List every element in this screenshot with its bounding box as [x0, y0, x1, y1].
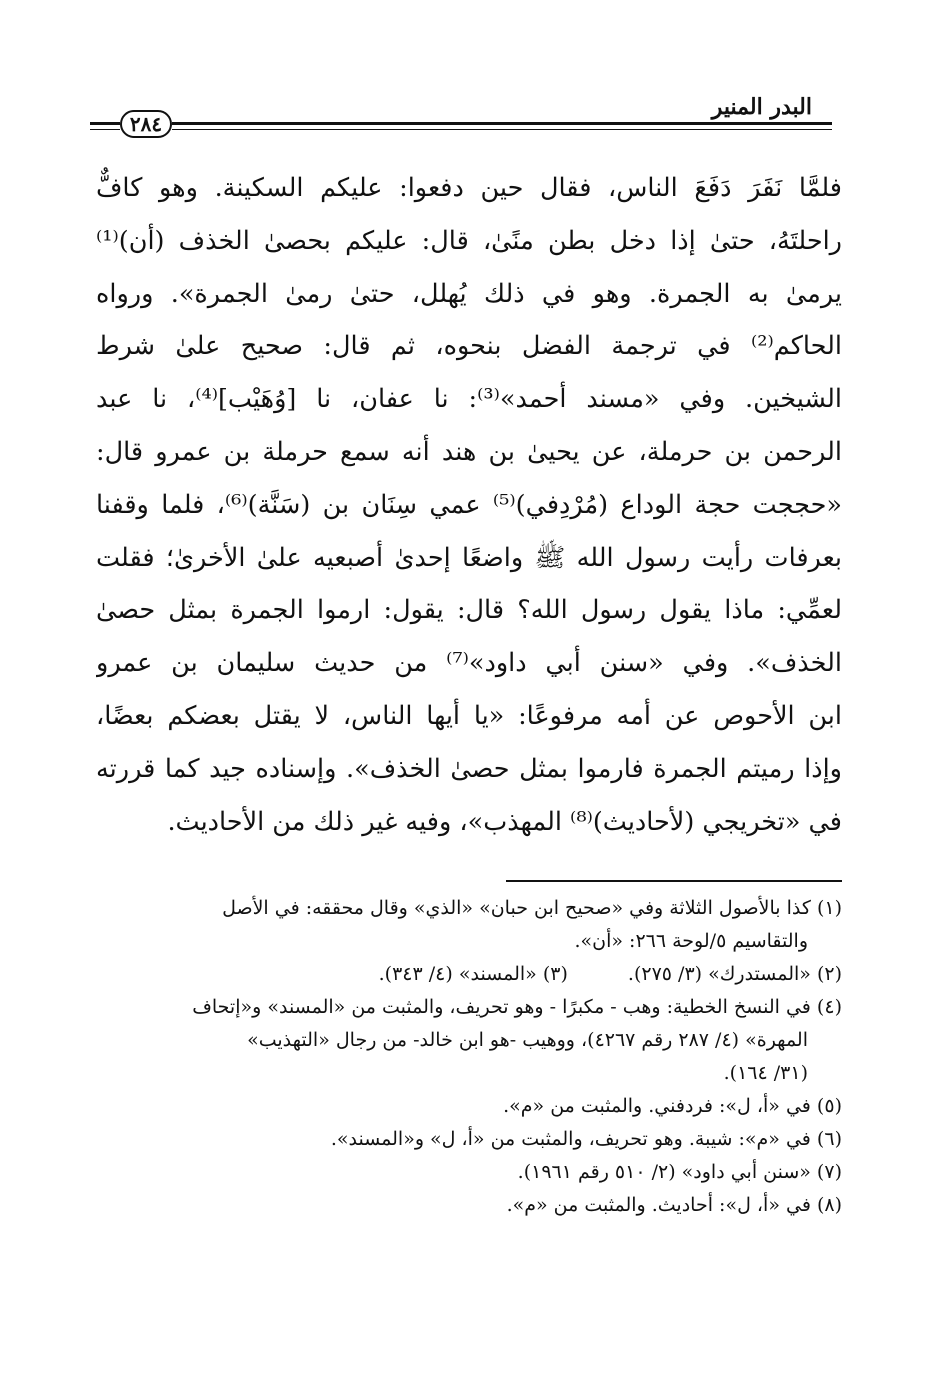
text-line: «حججت حجة الوداع (مُرْدِفي)⁽⁵⁾ عمي سِنَان بن (سَنَّة)⁽⁶⁾، فلما وقفنا	[96, 489, 842, 520]
text-line: يرمىٰ به الجمرة. وهو في ذلك يُهلل، حتىٰ رمىٰ الجمرة». ورواه	[96, 278, 842, 309]
footnote-8: (٨) في «أ، ل»: أحاديث. والمثبت من «م».	[506, 1194, 842, 1216]
footnote-6: (٦) في «م»: شيبة. وهو تحريف، والمثبت من «أ، ل» و«المسند».	[330, 1128, 842, 1150]
footnote-1-continued: والتقاسيم ٥/لوحة ٢٦٦: «أن».	[574, 930, 808, 952]
header-rule-left-thick	[90, 122, 120, 125]
text-line: ابن الأحوص عن أمه مرفوعًا: «يا أيها الناس، لا يقتل بعضكم بعضًا،	[96, 700, 842, 731]
footnote-7: (٧) «سنن أبي داود» (٢/ ٥١٠ رقم ١٩٦١).	[517, 1161, 842, 1183]
footnote-1: (١) كذا بالأصول الثلاثة وفي «صحيح ابن حبان» «الذي» وقال محققه: في الأصل	[222, 897, 842, 919]
text-line: لعمِّي: ماذا يقول رسول الله؟ قال: يقول: ارموا الجمرة بمثل حصىٰ	[96, 595, 842, 626]
footnote-3: (٣) «المسند» (٤/ ٣٤٣).	[378, 963, 568, 985]
text-line: في «تخريجي (لأحاديث)⁽⁸⁾ المهذب»، وفيه غير ذلك من الأحاديث.	[167, 806, 842, 837]
footnote-5: (٥) في «أ، ل»: فردفني. والمثبت من «م».	[503, 1095, 842, 1117]
text-line: الشيخين. وفي «مسند أحمد»⁽³⁾: نا عفان، نا [وُهَيْب]⁽⁴⁾، نا عبد	[96, 384, 842, 415]
footnote-4-continued: المهرة» (٤/ ٢٨٧ رقم ٤٢٦٧)، ووهيب -هو ابن خالد- من رجال «التهذيب»	[247, 1029, 808, 1051]
main-text	[96, 162, 842, 848]
footnote-4-continued: (٣١/ ١٦٤).	[723, 1062, 808, 1084]
header-rule-left-thin	[90, 129, 120, 130]
header-rule-thin	[172, 129, 832, 130]
text-line: بعرفات رأيت رسول الله ﷺ واضعًا إحدىٰ أصبعيه علىٰ الأخرىٰ؛ فقلت	[96, 542, 842, 573]
footnote-4: (٤) في النسخ الخطية: وهب - مكبرًا - وهو تحريف، والمثبت من «المسند» و«إتحاف	[192, 996, 842, 1018]
text-line: فلمَّا نَفَرَ دَفَعَ الناس، فقال حين دفعوا: عليكم السكينة. وهو كافٌّ	[96, 173, 842, 203]
text-line: الحاكم⁽²⁾ في ترجمة الفضل بنحوه، ثم قال: صحيح علىٰ شرط	[96, 331, 842, 362]
page-number	[120, 110, 172, 138]
footnote-2: (٢) «المستدرك» (٣/ ٢٧٥).	[627, 963, 842, 985]
page-number-text: ٢٨٤	[129, 112, 163, 136]
text-line: راحلتَهُ، حتىٰ إذا دخل بطن منًىٰ، قال: عليكم بحصىٰ الخذف (أن)⁽¹⁾	[96, 225, 842, 256]
text-line: الخذف». وفي «سنن أبي داود»⁽⁷⁾ من حديث سليمان بن عمرو	[96, 648, 842, 679]
text-line: الرحمن بن حرملة، عن يحيىٰ بن هند أنه سمع حرملة بن عمرو قال:	[96, 436, 842, 467]
page-header	[90, 92, 832, 152]
book-title: البدر المنير	[711, 94, 812, 120]
footnotes	[96, 892, 842, 1222]
text-line: وإذا رميتم الجمرة فارموا بمثل حصىٰ الخذف». وإسناده جيد كما قررته	[96, 753, 842, 784]
footnote-separator	[506, 880, 842, 882]
footnote-pair	[96, 958, 842, 991]
header-rule-thick	[172, 122, 832, 125]
